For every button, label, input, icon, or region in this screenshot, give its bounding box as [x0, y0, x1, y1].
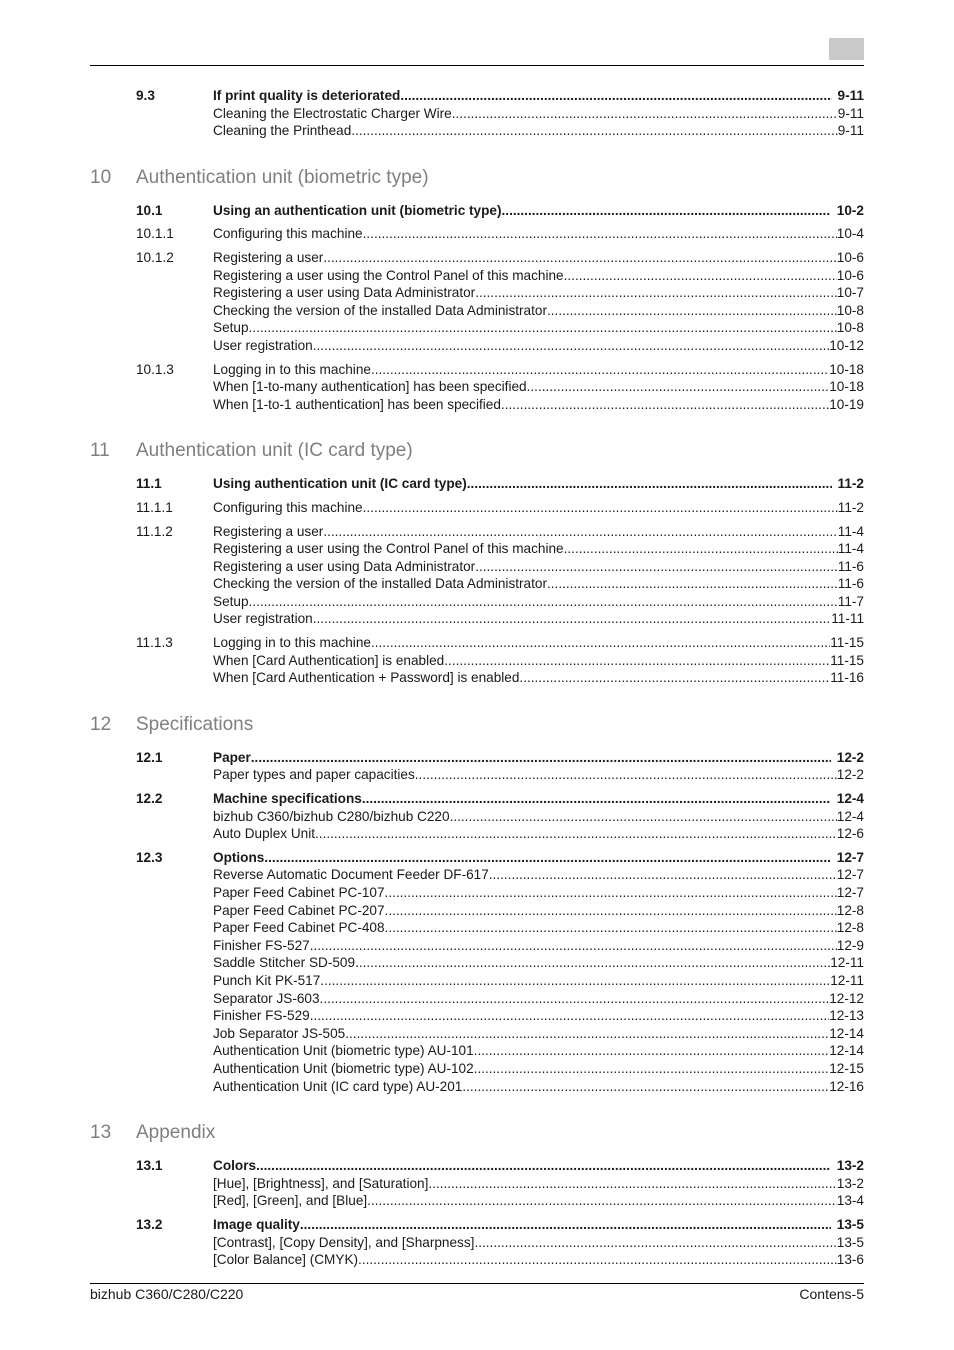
- dot-leader: [362, 790, 831, 808]
- entry-title: Options: [213, 849, 265, 865]
- chapter-title: Appendix: [136, 1122, 216, 1144]
- dot-leader: [264, 849, 830, 867]
- page-number: 12-7: [836, 885, 864, 900]
- dot-leader: [323, 249, 836, 267]
- chapter-title: Specifications: [136, 713, 254, 735]
- chapter-heading: [90, 167, 864, 197]
- toc-group: [90, 634, 864, 687]
- page-number: 12-8: [836, 920, 864, 936]
- toc-group: [90, 1157, 864, 1210]
- entry-line: [213, 540, 864, 558]
- page-number: 10-6: [836, 249, 864, 265]
- entry-line: [213, 990, 864, 1008]
- toc-group: [90, 249, 864, 355]
- toc-entry[interactable]: [90, 302, 864, 320]
- toc-entry[interactable]: [90, 396, 864, 414]
- dot-leader: [249, 593, 838, 611]
- entry-title: If print quality is deteriorated: [213, 88, 401, 103]
- dot-leader: [474, 1060, 830, 1078]
- toc-entry[interactable]: [90, 1025, 864, 1043]
- entry-line: [213, 1216, 864, 1234]
- entry-title: Using authentication unit (IC card type): [213, 476, 467, 492]
- section-number: 11.1.1: [136, 499, 173, 515]
- page-number: 12-4: [836, 808, 864, 824]
- dot-leader: [320, 990, 830, 1008]
- entry-line: [213, 849, 864, 867]
- toc-entry[interactable]: [90, 499, 864, 517]
- page-number: 11-15: [830, 652, 864, 668]
- toc-entry[interactable]: [90, 972, 864, 990]
- page-number: 12-13: [829, 1008, 864, 1024]
- dot-leader: [428, 1175, 836, 1193]
- page-number: 10-8: [836, 302, 864, 318]
- page-number: 10-4: [836, 226, 864, 242]
- section-number: 12.1: [136, 749, 163, 765]
- dot-leader: [475, 284, 837, 302]
- toc-entry[interactable]: [90, 558, 864, 576]
- page-number: 12-2: [836, 767, 864, 783]
- page-number: 12-11: [830, 972, 864, 988]
- toc-entry[interactable]: [90, 267, 864, 285]
- entry-line: [213, 1060, 864, 1078]
- page-number: 10-7: [836, 285, 864, 301]
- dot-leader: [363, 499, 838, 517]
- entry-line: [213, 766, 864, 784]
- entry-title: Registering a user: [213, 249, 324, 265]
- page-number: 10-12: [829, 337, 864, 353]
- toc-entry[interactable]: [90, 866, 864, 884]
- entry-line: [213, 1025, 864, 1043]
- entry-title: Job Separator JS-505: [213, 1025, 346, 1041]
- entry-title: Cleaning the Printhead: [213, 123, 352, 139]
- toc-entry[interactable]: [90, 284, 864, 302]
- dot-leader: [345, 1025, 829, 1043]
- chapter-number: 12: [90, 713, 112, 735]
- toc-entry[interactable]: [90, 319, 864, 337]
- dot-leader: [313, 337, 829, 355]
- dot-leader: [547, 575, 838, 593]
- dot-leader: [444, 652, 830, 670]
- page-number: 10-8: [836, 320, 864, 336]
- entry-title: Reverse Automatic Document Feeder DF-617: [213, 867, 489, 883]
- toc-group: [90, 202, 864, 220]
- page-number: 12-7: [836, 867, 864, 883]
- dot-leader: [547, 302, 837, 320]
- dot-leader: [474, 1234, 836, 1252]
- entry-line: [213, 475, 864, 493]
- toc-entry[interactable]: [90, 1157, 864, 1175]
- page-number: 10-6: [836, 267, 864, 283]
- toc-entry[interactable]: [90, 1175, 864, 1193]
- toc-entry[interactable]: [90, 884, 864, 902]
- toc-entry[interactable]: [90, 902, 864, 920]
- toc-entry[interactable]: [90, 105, 864, 123]
- toc-entry[interactable]: [90, 1007, 864, 1025]
- dot-leader: [474, 1042, 830, 1060]
- entry-title: Registering a user using the Control Panel of this machine: [213, 541, 564, 557]
- entry-line: [213, 523, 864, 541]
- toc-entry[interactable]: [90, 990, 864, 1008]
- section-number: 10.1.1: [136, 226, 174, 242]
- page-number: 10-2: [836, 202, 864, 218]
- entry-line: [213, 396, 864, 414]
- toc-group: [90, 225, 864, 243]
- toc-group: [90, 790, 864, 843]
- toc-entry[interactable]: [90, 1078, 864, 1096]
- toc-entry[interactable]: [90, 337, 864, 355]
- dot-leader: [310, 937, 837, 955]
- section-number: 10.1: [136, 202, 163, 218]
- entry-line: [213, 1251, 864, 1269]
- page-number: 11-6: [837, 558, 864, 574]
- entry-line: [213, 1157, 864, 1175]
- header-rule: [90, 65, 864, 66]
- entry-line: [213, 284, 864, 302]
- dot-leader: [489, 866, 837, 884]
- page-number: 12-15: [829, 1060, 864, 1076]
- entry-line: [213, 225, 864, 243]
- page-number: 12-14: [829, 1025, 864, 1041]
- dot-leader: [450, 808, 837, 826]
- entry-line: [213, 361, 864, 379]
- dot-leader: [310, 1007, 830, 1025]
- dot-leader: [385, 884, 837, 902]
- section-number: 12.3: [136, 849, 163, 865]
- footer-product-name: bizhub C360/C280/C220: [90, 1286, 244, 1302]
- footer-page-number: Contens-5: [799, 1286, 864, 1302]
- entry-line: [213, 267, 864, 285]
- chapter-number: 11: [90, 440, 110, 462]
- entry-title: When [Card Authentication + Password] is enabled: [213, 670, 520, 686]
- dot-leader: [385, 919, 837, 937]
- entry-line: [213, 1078, 864, 1096]
- page-number: 12-2: [836, 749, 864, 765]
- entry-line: [213, 1234, 864, 1252]
- page-number: 13-5: [836, 1216, 864, 1232]
- entry-line: [213, 652, 864, 670]
- entry-line: [213, 593, 864, 611]
- toc-entry[interactable]: [90, 749, 864, 767]
- entry-title: [Red], [Green], and [Blue]: [213, 1193, 368, 1209]
- entry-title: Setup: [213, 593, 249, 609]
- dot-leader: [400, 87, 831, 105]
- entry-title: Authentication Unit (biometric type) AU-101: [213, 1043, 474, 1059]
- page-number: 12-4: [836, 791, 864, 807]
- entry-title: Logging in to this machine: [213, 635, 371, 651]
- dot-leader: [415, 766, 837, 784]
- toc-entry[interactable]: [90, 1042, 864, 1060]
- entry-title: Finisher FS-527: [213, 937, 310, 953]
- entry-line: [213, 249, 864, 267]
- entry-title: Punch Kit PK-517: [213, 972, 321, 988]
- page-number: 13-5: [836, 1234, 864, 1250]
- entry-line: [213, 972, 864, 990]
- entry-title: Logging in to this machine: [213, 361, 371, 377]
- dot-leader: [315, 825, 837, 843]
- entry-title: Registering a user using the Control Panel of this machine: [213, 267, 564, 283]
- toc-group: [90, 849, 864, 1095]
- chapter-number: 10: [90, 166, 112, 188]
- entry-line: [213, 825, 864, 843]
- dot-leader: [501, 396, 829, 414]
- section-number: 10.1.3: [136, 361, 174, 377]
- toc-entry[interactable]: [90, 1216, 864, 1234]
- toc-entry[interactable]: [90, 825, 864, 843]
- entry-title: Auto Duplex Unit: [213, 826, 316, 842]
- dot-leader: [502, 202, 831, 220]
- chapter-number: 13: [90, 1122, 112, 1144]
- entry-title: Paper types and paper capacities: [213, 767, 415, 783]
- toc-entry[interactable]: [90, 122, 864, 140]
- entry-title: Configuring this machine: [213, 499, 363, 515]
- toc-group: [90, 361, 864, 414]
- entry-title: Checking the version of the installed Data Administrator: [213, 302, 547, 318]
- dot-leader: [475, 558, 838, 576]
- entry-title: Finisher FS-529: [213, 1008, 310, 1024]
- toc-entry[interactable]: [90, 593, 864, 611]
- toc-entry[interactable]: [90, 954, 864, 972]
- toc-group: [90, 87, 864, 140]
- section-number: 11.1: [136, 476, 162, 492]
- dot-leader: [256, 1157, 831, 1175]
- toc-entry[interactable]: [90, 87, 864, 105]
- entry-line: [213, 1175, 864, 1193]
- dot-leader: [351, 122, 837, 140]
- entry-title: Cleaning the Electrostatic Charger Wire: [213, 105, 452, 121]
- entry-title: Registering a user using Data Administrator: [213, 558, 476, 574]
- page-number: 10-18: [829, 379, 864, 395]
- dot-leader: [371, 361, 829, 379]
- dot-leader: [564, 540, 838, 558]
- toc-entry[interactable]: [90, 919, 864, 937]
- toc-entry[interactable]: [90, 523, 864, 541]
- toc-entry[interactable]: [90, 575, 864, 593]
- entry-title: When [1-to-many authentication] has been specified: [213, 379, 527, 395]
- page-number: 11-2: [837, 476, 864, 492]
- toc-group: [90, 1216, 864, 1269]
- entry-title: Authentication Unit (IC card type) AU-201: [213, 1078, 463, 1094]
- chapter-title: Authentication unit (biometric type): [136, 166, 429, 188]
- page-number: 12-16: [829, 1078, 864, 1094]
- entry-title: When [Card Authentication] is enabled: [213, 652, 445, 668]
- toc-entry[interactable]: [90, 249, 864, 267]
- page-number: 10-18: [829, 361, 864, 377]
- page-number: 12-7: [836, 849, 864, 865]
- dot-leader: [564, 267, 837, 285]
- entry-line: [213, 202, 864, 220]
- section-number: 11.1.2: [136, 523, 173, 539]
- dot-leader: [371, 634, 830, 652]
- page-number: 9-11: [837, 105, 864, 121]
- entry-title: Configuring this machine: [213, 226, 363, 242]
- entry-line: [213, 378, 864, 396]
- toc-group: [90, 523, 864, 629]
- entry-title: Registering a user: [213, 523, 324, 539]
- entry-title: Separator JS-603: [213, 990, 320, 1006]
- page-number: 11-7: [837, 593, 864, 609]
- section-number: 10.1.2: [136, 249, 174, 265]
- entry-line: [213, 319, 864, 337]
- page-number: 11-4: [837, 541, 864, 557]
- entry-line: [213, 866, 864, 884]
- entry-title: User registration: [213, 337, 313, 353]
- toc-entry[interactable]: [90, 652, 864, 670]
- dot-leader: [519, 669, 830, 687]
- page-number: 10-19: [829, 396, 864, 412]
- toc-entry[interactable]: [90, 475, 864, 493]
- entry-line: [213, 1042, 864, 1060]
- entry-line: [213, 790, 864, 808]
- entry-line: [213, 669, 864, 687]
- entry-title: Setup: [213, 320, 249, 336]
- toc-entry[interactable]: [90, 610, 864, 628]
- toc-entry[interactable]: [90, 378, 864, 396]
- dot-leader: [363, 225, 837, 243]
- toc-entry[interactable]: [90, 1251, 864, 1269]
- toc-entry[interactable]: [90, 1234, 864, 1252]
- entry-title: bizhub C360/bizhub C280/bizhub C220: [213, 808, 450, 824]
- toc-entry[interactable]: [90, 202, 864, 220]
- entry-line: [213, 954, 864, 972]
- entry-line: [213, 575, 864, 593]
- page-number: 12-8: [836, 902, 864, 918]
- page-number: 12-14: [829, 1043, 864, 1059]
- page-number: 13-4: [836, 1193, 864, 1209]
- entry-title: When [1-to-1 authentication] has been specified: [213, 396, 501, 412]
- entry-line: [213, 634, 864, 652]
- toc-entry[interactable]: [90, 1060, 864, 1078]
- toc-entry[interactable]: [90, 540, 864, 558]
- entry-title: Machine specifications: [213, 791, 362, 807]
- chapter-heading: [90, 1122, 864, 1152]
- entry-title: User registration: [213, 611, 313, 627]
- chapter-title: Authentication unit (IC card type): [136, 440, 413, 462]
- dot-leader: [320, 972, 830, 990]
- page-number: 12-11: [830, 955, 864, 971]
- page-number: 12-6: [836, 826, 864, 842]
- page-number: 12-9: [836, 937, 864, 953]
- toc-group: [90, 475, 864, 493]
- toc-group: [90, 499, 864, 517]
- page-number: 11-16: [830, 670, 864, 686]
- page-number: 13-2: [836, 1175, 864, 1191]
- dot-leader: [385, 902, 837, 920]
- toc-entry[interactable]: [90, 361, 864, 379]
- toc-entry[interactable]: [90, 937, 864, 955]
- dot-leader: [462, 1078, 829, 1096]
- section-number: 13.1: [136, 1158, 163, 1174]
- entry-title: Paper Feed Cabinet PC-107: [213, 885, 385, 900]
- entry-title: Checking the version of the installed Data Administrator: [213, 576, 547, 592]
- entry-line: [213, 902, 864, 920]
- entry-line: [213, 558, 864, 576]
- entry-title: Authentication Unit (biometric type) AU-102: [213, 1060, 474, 1076]
- toc-entry[interactable]: [90, 669, 864, 687]
- toc-group: [90, 749, 864, 784]
- toc-entry[interactable]: [90, 1192, 864, 1210]
- dot-leader: [467, 475, 832, 493]
- entry-line: [213, 808, 864, 826]
- dot-leader: [300, 1216, 831, 1234]
- entry-title: Paper Feed Cabinet PC-207: [213, 902, 385, 918]
- entry-title: Registering a user using Data Administrator: [213, 285, 476, 301]
- entry-title: [Hue], [Brightness], and [Saturation]: [213, 1175, 429, 1191]
- toc-entry[interactable]: [90, 790, 864, 808]
- entry-title: [Contrast], [Copy Density], and [Sharpness]: [213, 1234, 475, 1250]
- entry-line: [213, 87, 864, 105]
- entry-title: Image quality: [213, 1216, 300, 1232]
- entry-line: [213, 302, 864, 320]
- dot-leader: [249, 319, 837, 337]
- entry-title: Paper: [213, 749, 251, 765]
- chapter-heading: [90, 714, 864, 744]
- dot-leader: [323, 523, 837, 541]
- section-number: 11.1.3: [136, 635, 173, 651]
- entry-line: [213, 610, 864, 628]
- page-number: 11-15: [830, 635, 864, 651]
- dot-leader: [355, 954, 830, 972]
- page-number: 11-4: [837, 523, 864, 539]
- toc-entry[interactable]: [90, 634, 864, 652]
- toc-entry[interactable]: [90, 225, 864, 243]
- page-number: 12-12: [829, 990, 864, 1006]
- table-of-contents: [90, 87, 864, 1275]
- page-number: 11-2: [837, 499, 864, 515]
- dot-leader: [358, 1251, 837, 1269]
- entry-line: [213, 105, 864, 123]
- page-number: 9-11: [837, 123, 864, 139]
- entry-line: [213, 749, 864, 767]
- toc-entry[interactable]: [90, 766, 864, 784]
- footer-rule: [90, 1283, 864, 1284]
- toc-entry[interactable]: [90, 808, 864, 826]
- entry-title: Saddle Stitcher SD-509: [213, 955, 356, 971]
- dot-leader: [313, 610, 832, 628]
- entry-line: [213, 1007, 864, 1025]
- chapter-heading: [90, 440, 864, 470]
- dot-leader: [251, 749, 831, 767]
- chapter-tab-marker: [829, 38, 864, 60]
- dot-leader: [367, 1192, 837, 1210]
- section-number: 13.2: [136, 1216, 163, 1232]
- entry-line: [213, 337, 864, 355]
- entry-title: Colors: [213, 1158, 257, 1174]
- entry-title: Paper Feed Cabinet PC-408: [213, 920, 385, 936]
- section-number: 12.2: [136, 791, 163, 807]
- toc-entry[interactable]: [90, 849, 864, 867]
- entry-line: [213, 122, 864, 140]
- entry-title: [Color Balance] (CMYK): [213, 1252, 359, 1268]
- dot-leader: [527, 378, 830, 396]
- section-number: 9.3: [136, 88, 155, 103]
- page-number: 11-6: [837, 576, 864, 592]
- entry-line: [213, 499, 864, 517]
- page-number: 9-11: [837, 88, 864, 103]
- page-number: 13-6: [836, 1252, 864, 1268]
- entry-title: Using an authentication unit (biometric type): [213, 202, 502, 218]
- entry-line: [213, 937, 864, 955]
- page-number: 11-11: [831, 611, 864, 627]
- entry-line: [213, 919, 864, 937]
- page-number: 13-2: [836, 1158, 864, 1174]
- dot-leader: [452, 105, 838, 123]
- entry-line: [213, 884, 864, 902]
- entry-line: [213, 1192, 864, 1210]
